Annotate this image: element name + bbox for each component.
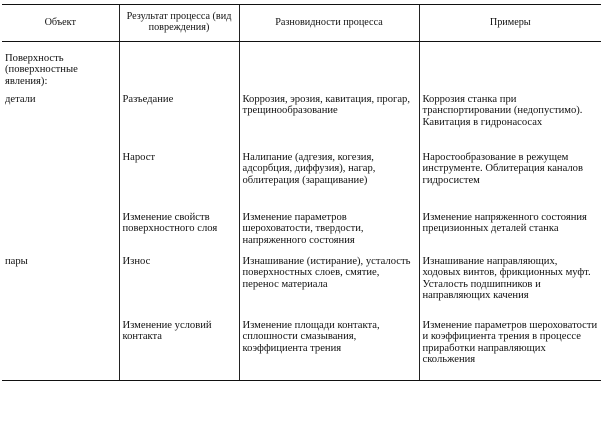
cell-object: Поверхность (поверхностные явления):: [5, 53, 78, 87]
table-row: [2, 256, 601, 320]
cell-kinds: Коррозия, эрозия, кавитация, прогар, трещинообразование: [239, 94, 419, 152]
table-row: [2, 152, 601, 212]
header-kinds: Разновидности процесса: [239, 5, 419, 42]
cell-examples: Наростообразование в режущем инструменте. Облитерация каналов гидросистем: [419, 152, 601, 212]
cell-kinds: Изменение площади контакта, сплошности смазывания, коэффициента трения: [239, 320, 419, 381]
header-row: [2, 5, 601, 42]
table-row: [2, 212, 601, 256]
cell-result: Изменение свойств поверхностного слоя: [119, 212, 239, 256]
cell-object: [2, 212, 119, 256]
header-result: Результат процесса (вид повреждения): [119, 5, 239, 42]
cell-object: [2, 152, 119, 212]
table-body: [2, 42, 601, 381]
header-object: Объект: [2, 5, 119, 42]
cell-examples: Коррозия станка при транспортировании (недопустимо). Кавитация в гидронасосах: [419, 94, 601, 152]
cell-result: Нарост: [119, 152, 239, 212]
cell-object: [2, 320, 119, 381]
cell-result: [119, 42, 239, 95]
cell-kinds: Изменение параметров шероховатости, твердости, напряженного состояния: [239, 212, 419, 256]
cell-result: Износ: [119, 256, 239, 320]
cell-object: детали: [5, 94, 36, 105]
table-header: [2, 5, 601, 42]
header-examples: Примеры: [419, 5, 601, 42]
cell-kinds: [239, 42, 419, 95]
cell-result: Разъедание: [119, 94, 239, 152]
cell-result: Изменение условий контакта: [119, 320, 239, 381]
cell-kinds: Изнашивание (истирание), усталость поверхностных слоев, смятие, перенос материала: [239, 256, 419, 320]
cell-examples: Изменение параметров шероховатости и коэффициента трения в процессе приработки направляющих скольжения: [419, 320, 601, 381]
cell-object: пары: [5, 256, 28, 267]
cell-examples: Изнашивание направляющих, ходовых винтов, фрикционных муфт. Усталость подшипников и направляющих качения: [419, 256, 601, 320]
table-row: [2, 94, 601, 152]
cell-examples: Изменение напряженного состояния прецизионных деталей станка: [419, 212, 601, 256]
table-row: [2, 42, 601, 95]
table-row: [2, 320, 601, 381]
cell-examples: [419, 42, 601, 95]
cell-kinds: Налипание (адгезия, когезия, адсорбция, диффузия), нагар, облитерация (заращивание): [239, 152, 419, 212]
process-table: [2, 4, 601, 381]
